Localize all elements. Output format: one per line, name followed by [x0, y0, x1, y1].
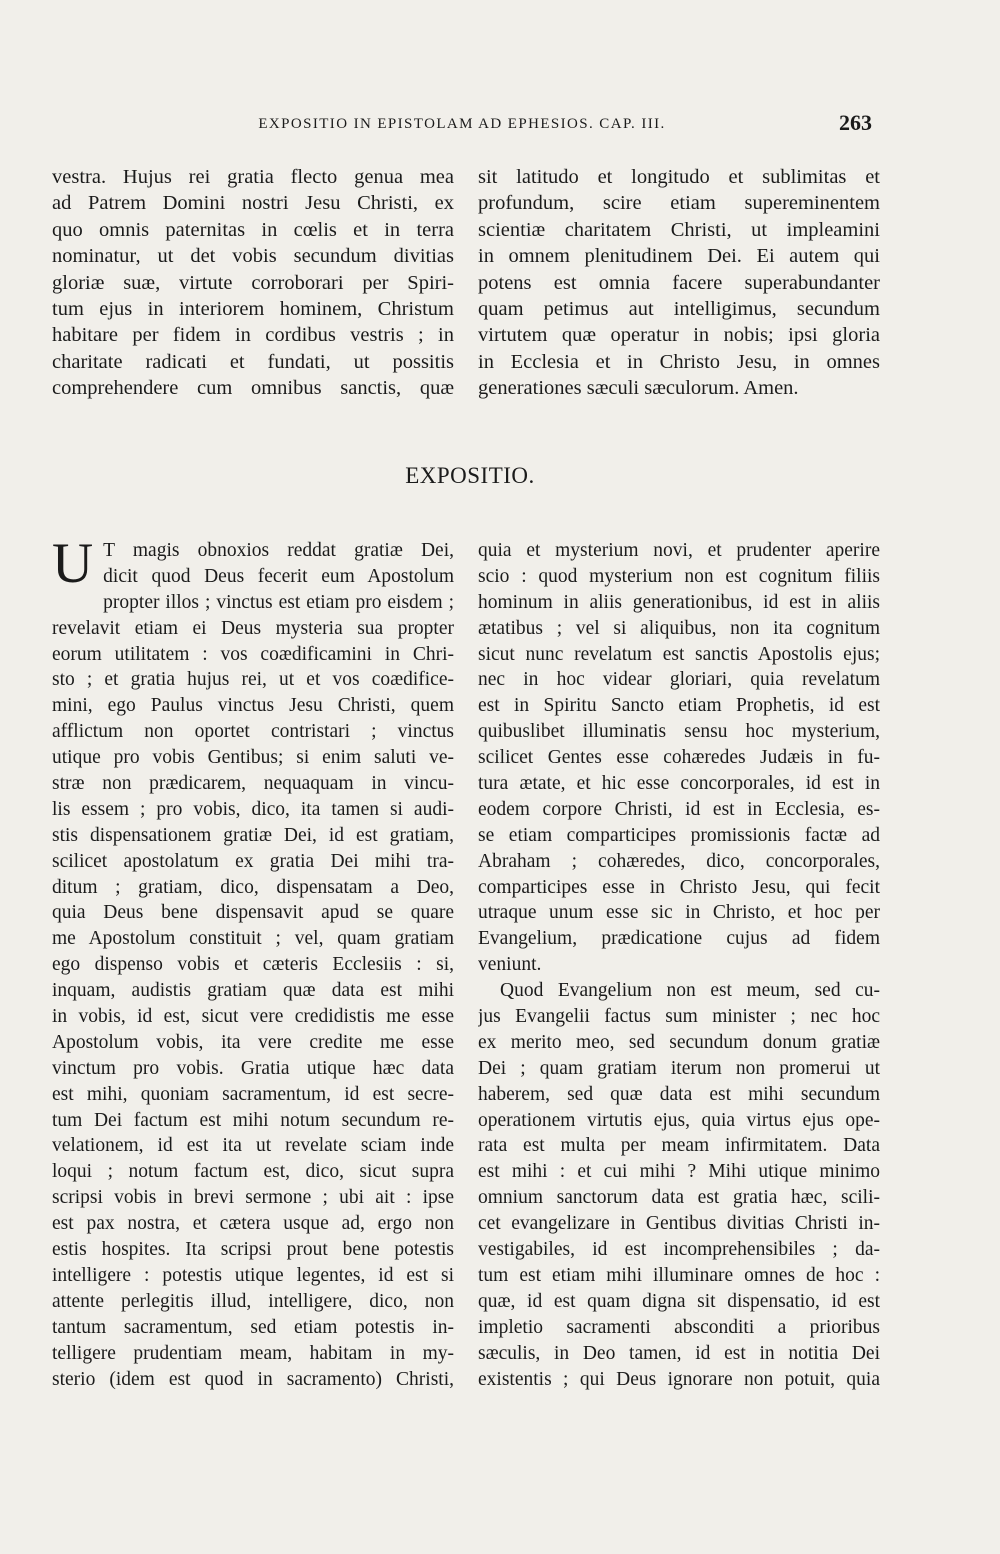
text-line: sterio (idem est quod in sacramento) Christi, [52, 1368, 454, 1390]
commentary-left-lines [52, 590, 454, 1393]
text-line: in vobis, id est, sicut vere credidistis me esse [52, 1006, 454, 1028]
text-line: tantum sacramentum, sed etiam potestis in- [52, 1316, 454, 1338]
text-line: Abraham ; cohæredes, dico, concorporales, [478, 850, 880, 872]
text-line: lis essem ; pro vobis, dico, ita tamen si audi- [52, 798, 454, 820]
text-line: nec in hoc videar gloriari, quia revelatum [478, 669, 880, 691]
text-line: scilicet Gentes esse cohæredes Judæis in fu- [478, 747, 880, 769]
text-line: profundum, scire etiam supereminentem [478, 192, 880, 215]
text-line: afflictum non oportet contristari ; vinctus [52, 721, 454, 743]
text-line: scientiæ charitatem Christi, ut impleamini [478, 218, 880, 241]
text-line: tum ejus in interiorem hominem, Christum [52, 297, 454, 320]
text-line: in Ecclesia et in Christo Jesu, in omnes [478, 350, 880, 373]
text-line: dicit quod Deus fecerit eum Apostolum [103, 565, 454, 587]
text-line: propter illos ; vinctus est etiam pro eisdem ; [103, 591, 454, 613]
text-line: quo omnis paternitas in cœlis et in terra [52, 218, 454, 241]
text-line: charitate radicati et fundati, ut possitis [52, 350, 454, 373]
text-line: vestigabiles, id est incomprehensibiles ; da- [478, 1239, 880, 1261]
text-line: est pax nostra, et cætera usque ad, ergo non [52, 1213, 454, 1235]
text-line: revelavit etiam ei Deus mysteria sua propter [52, 617, 454, 639]
text-line: cet evangelizare in Gentibus divitias Christi in- [478, 1213, 880, 1235]
verse-text-right-column [478, 164, 880, 402]
running-head [52, 110, 872, 142]
text-line: habitare per fidem in cordibus vestris ; in [52, 324, 454, 347]
text-line: potens est omnia facere superabundanter [478, 271, 880, 294]
text-line: scripsi vobis in brevi sermone ; ubi ait : ipse [52, 1187, 454, 1209]
text-line: ego dispenso vobis et cæteris Ecclesiis : si, [52, 954, 454, 976]
text-line: sit latitudo et longitudo et sublimitas et [478, 166, 880, 188]
verse-text-left-column [52, 164, 454, 402]
text-line: inquam, audistis gratiam quæ data est mihi [52, 980, 454, 1002]
text-line: scio : quod mysterium non est cognitum filiis [478, 565, 880, 587]
text-line: T magis obnoxios reddat gratiæ Dei, [103, 540, 454, 561]
text-line: tura ætate, et hic esse concorporales, id est in [478, 773, 880, 795]
text-line: Dei ; quam gratiam iterum non promerui ut [478, 1057, 880, 1079]
text-line: quia Deus bene dispensavit apud se quare [52, 902, 454, 924]
text-line: comparticipes esse in Christo Jesu, qui fecit [478, 876, 880, 898]
drop-cap: U [52, 532, 94, 595]
text-line: comprehendere cum omnibus sanctis, quæ [52, 377, 454, 400]
text-line: ætatibus ; vel si aliquibus, non ita cognitum [478, 617, 880, 639]
text-line: scilicet apostolatum ex gratia Dei mihi tra- [52, 850, 454, 872]
text-line: quia et mysterium novi, et prudenter aperire [478, 540, 880, 561]
text-line: tum est etiam mihi illuminare omnes de hoc : [478, 1264, 880, 1286]
text-line: rata est multa per meam infirmitatem. Data [478, 1135, 880, 1157]
text-line: hominum in aliis generationibus, id est in aliis [478, 591, 880, 613]
commentary-right-column [478, 538, 880, 1392]
text-line: attente perlegitis illud, intelligere, dico, non [52, 1290, 454, 1312]
text-line: ad Patrem Domini nostri Jesu Christi, ex [52, 192, 454, 215]
text-line: est mihi : et cui mihi ? Mihi utique minimo [478, 1161, 880, 1183]
text-line: velationem, id est ita ut revelate sciam inde [52, 1135, 454, 1157]
text-line: stis dispensationem gratiæ Dei, id est gratiam, [52, 824, 454, 846]
text-line: est in Spiritu Sancto etiam Prophetis, id est [478, 695, 880, 717]
text-line: veniunt. [478, 954, 542, 976]
text-line: omnium sanctorum data est gratia hæc, scili- [478, 1187, 880, 1209]
text-line: operationem virtutis ejus, quia virtus ejus ope- [478, 1109, 880, 1131]
text-line: Apostolum vobis, ita vere credite me esse [52, 1031, 454, 1053]
text-line: intelligere : potestis utique legentes, id est si [52, 1264, 454, 1286]
text-line: est mihi, quoniam sacramentum, id est secre- [52, 1083, 454, 1105]
text-line: utraque unum esse sic in Christo, et hoc per [478, 902, 880, 924]
text-line: mini, ego Paulus vinctus Jesu Christi, quem [52, 695, 454, 717]
text-line: quam petimus aut intelligimus, secundum [478, 297, 880, 320]
text-line: telligere prudentiam meam, habitam in my- [52, 1342, 454, 1364]
text-line: loqui ; notum factum est, dico, sicut supra [52, 1161, 454, 1183]
text-line: eorum utilitatem : vos coædificamini in Chri- [52, 643, 454, 665]
text-line: gloriæ suæ, virtute corroborari per Spiri- [52, 271, 454, 294]
text-line: sto ; et gratia hujus rei, ut et vos coædifice- [52, 669, 454, 691]
text-line: stræ non prædicarem, nequaquam in vincu- [52, 773, 454, 795]
text-line: ex merito meo, sed secundum donum gratiæ [478, 1031, 880, 1053]
text-line: estis hospites. Ita scripsi prout bene potestis [52, 1239, 454, 1261]
text-line: ditum ; gratiam, dico, dispensatam a Deo, [52, 876, 454, 898]
text-line: vinctum pro vobis. Gratia utique hæc data [52, 1057, 454, 1079]
running-title: EXPOSITIO IN EPISTOLAM AD EPHESIOS. CAP. III. [258, 116, 666, 132]
text-line: me Apostolum constituit ; vel, quam gratiam [52, 928, 454, 950]
text-line: nominatur, ut det vobis secundum divitias [52, 245, 454, 268]
text-line: in omnem plenitudinem Dei. Ei autem qui [478, 245, 880, 268]
text-line: tum Dei factum est mihi notum secundum re- [52, 1109, 454, 1131]
text-line: jus Evangelii factus sum minister ; nec hoc [478, 1006, 880, 1028]
text-line: impletio sacramenti absconditi a prioribus [478, 1316, 880, 1338]
text-line: quæ, id est quam digna sit dispensatio, id est [478, 1290, 880, 1312]
text-line: vestra. Hujus rei gratia flecto genua mea [52, 166, 454, 188]
text-line: se etiam comparticipes promissionis factæ ad [478, 824, 880, 846]
text-line: eodem corpore Christi, id est in Ecclesia, es- [478, 798, 880, 820]
page-number: 263 [839, 110, 872, 135]
opening-paragraph-start [52, 532, 454, 595]
text-line: utique pro vobis Gentibus; si enim saluti ve- [52, 747, 454, 769]
text-line: generationes sæculi sæculorum. Amen. [478, 377, 799, 400]
commentary-left-column [52, 532, 454, 1392]
text-line: Quod Evangelium non est meum, sed cu- [500, 980, 880, 1002]
section-heading: EXPOSITIO. [405, 463, 535, 488]
text-line: quibuslibet illuminatis sensu hoc mysterium, [478, 721, 880, 743]
text-line: haberem, sed quæ data est mihi secundum [478, 1083, 880, 1105]
text-line: existentis ; qui Deus ignorare non potuit, quia [478, 1368, 880, 1390]
text-line: sæculis, in Deo tamen, id est in notitia Dei [478, 1342, 880, 1364]
text-line: sicut nunc revelatum est sanctis Apostolis ejus; [478, 643, 880, 665]
text-line: virtutem quæ operatur in nobis; ipsi gloria [478, 324, 880, 347]
text-line: Evangelium, prædicatione cujus ad fidem [478, 928, 880, 950]
